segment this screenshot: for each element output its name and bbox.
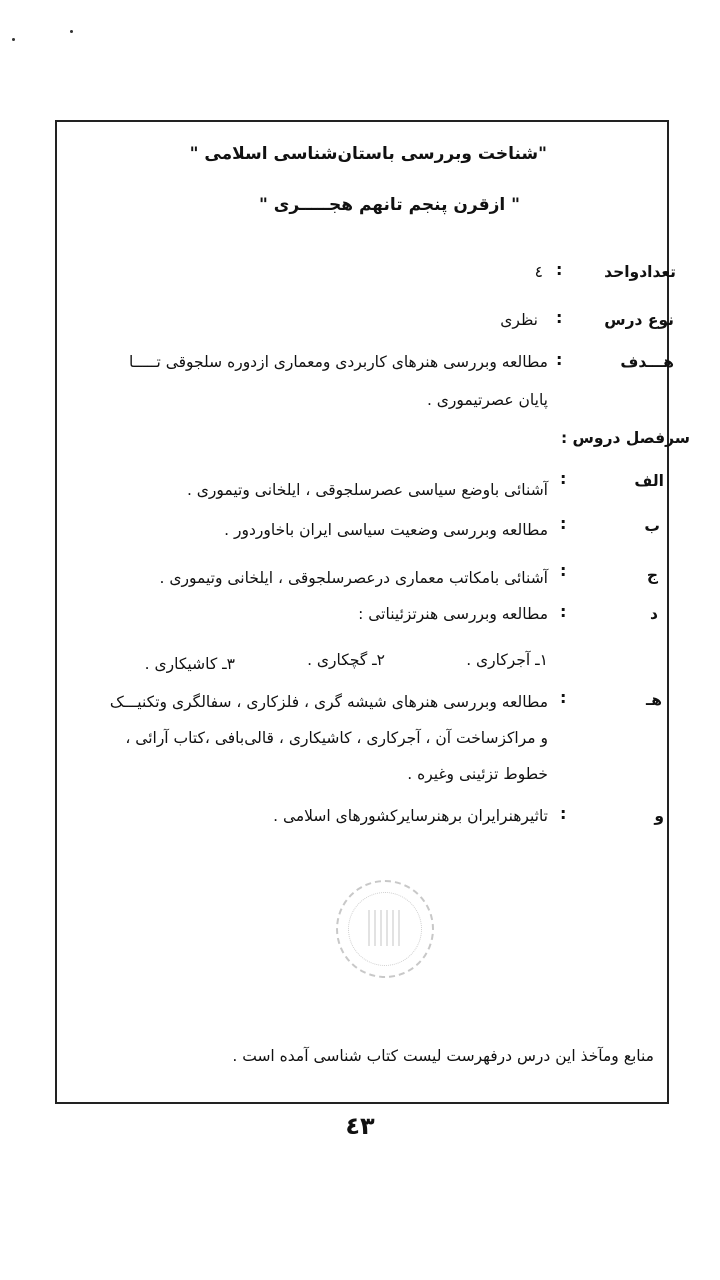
colon: :	[560, 561, 567, 580]
colon: :	[556, 350, 563, 369]
colon: :	[560, 602, 567, 621]
syllabus-label: سرفصل دروس	[572, 429, 690, 447]
colon: :	[560, 469, 567, 488]
colon: :	[560, 688, 567, 707]
sources-note: منابع ومآخذ این درس درفهرست لیست کتاب شناسی آمده است .	[232, 1047, 654, 1065]
sub-item-stucco: ٢ـ گچکاری .	[307, 651, 385, 669]
goal-label: هـــدف	[620, 353, 674, 371]
syllabus-heading	[561, 428, 690, 448]
faded-seal-stamp	[336, 880, 434, 978]
item-key: ب	[644, 517, 660, 535]
colon: :	[560, 804, 567, 823]
goal-text-line-2: پایان عصرتیموری .	[426, 391, 548, 409]
course-type-label: نوع درس	[604, 311, 674, 329]
speck-mark	[70, 30, 73, 33]
title-line-2: " ازقرن پنجم تانهم هجـــــری "	[259, 195, 520, 215]
item-key: ج	[646, 566, 658, 584]
item-key: د	[650, 605, 658, 623]
item-text-line-1: مطالعه وبررسی هنرهای شیشه گری ، فلزکاری ، سفالگری وتکنیـــک	[109, 693, 548, 711]
speck-mark	[12, 38, 15, 41]
sub-item-brickwork: ١ـ آجرکاری .	[466, 651, 548, 669]
item-text: مطالعه وبررسی وضعیت سیاسی ایران باخاوردور .	[224, 521, 548, 539]
item-key: هـ	[645, 691, 662, 709]
page-number: ٤٣	[345, 1112, 375, 1140]
units-value: ٤	[534, 263, 543, 281]
goal-text-line-1: مطالعه وبررسی هنرهای کاربردی ومعماری ازدوره سلجوقی تـــــا	[129, 353, 548, 371]
item-text: آشنائی بامکاتب معماری درعصرسلجوقی ، ایلخانی وتیموری .	[159, 569, 548, 587]
colon: :	[560, 429, 573, 447]
item-key: الف	[634, 472, 664, 490]
course-type-value: نظری	[500, 311, 538, 329]
item-text-line-3: خطوط تزئینی وغیره .	[407, 765, 548, 783]
item-text: مطالعه وبررسی هنرتزئیناتی :	[358, 605, 548, 623]
colon: :	[556, 260, 563, 279]
item-text-line-2: و مراکزساخت آن ، آجرکاری ، کاشیکاری ، قالی‌بافی ،کتاب آرائی ،	[125, 729, 548, 747]
item-text: تاثیرهنرایران برهنرسایرکشورهای اسلامی .	[273, 807, 548, 825]
item-text: آشنائی باوضع سیاسی عصرسلجوقی ، ایلخانی وتیموری .	[186, 481, 548, 499]
item-key: و	[654, 807, 664, 825]
units-label: تعدادواحد	[604, 263, 676, 281]
colon: :	[560, 514, 567, 533]
colon: :	[556, 308, 563, 327]
title-line-1: "شناخت وبررسی باستان‌شناسی اسلامی "	[189, 144, 547, 164]
sub-item-tilework: ٣ـ کاشیکاری .	[144, 655, 235, 673]
